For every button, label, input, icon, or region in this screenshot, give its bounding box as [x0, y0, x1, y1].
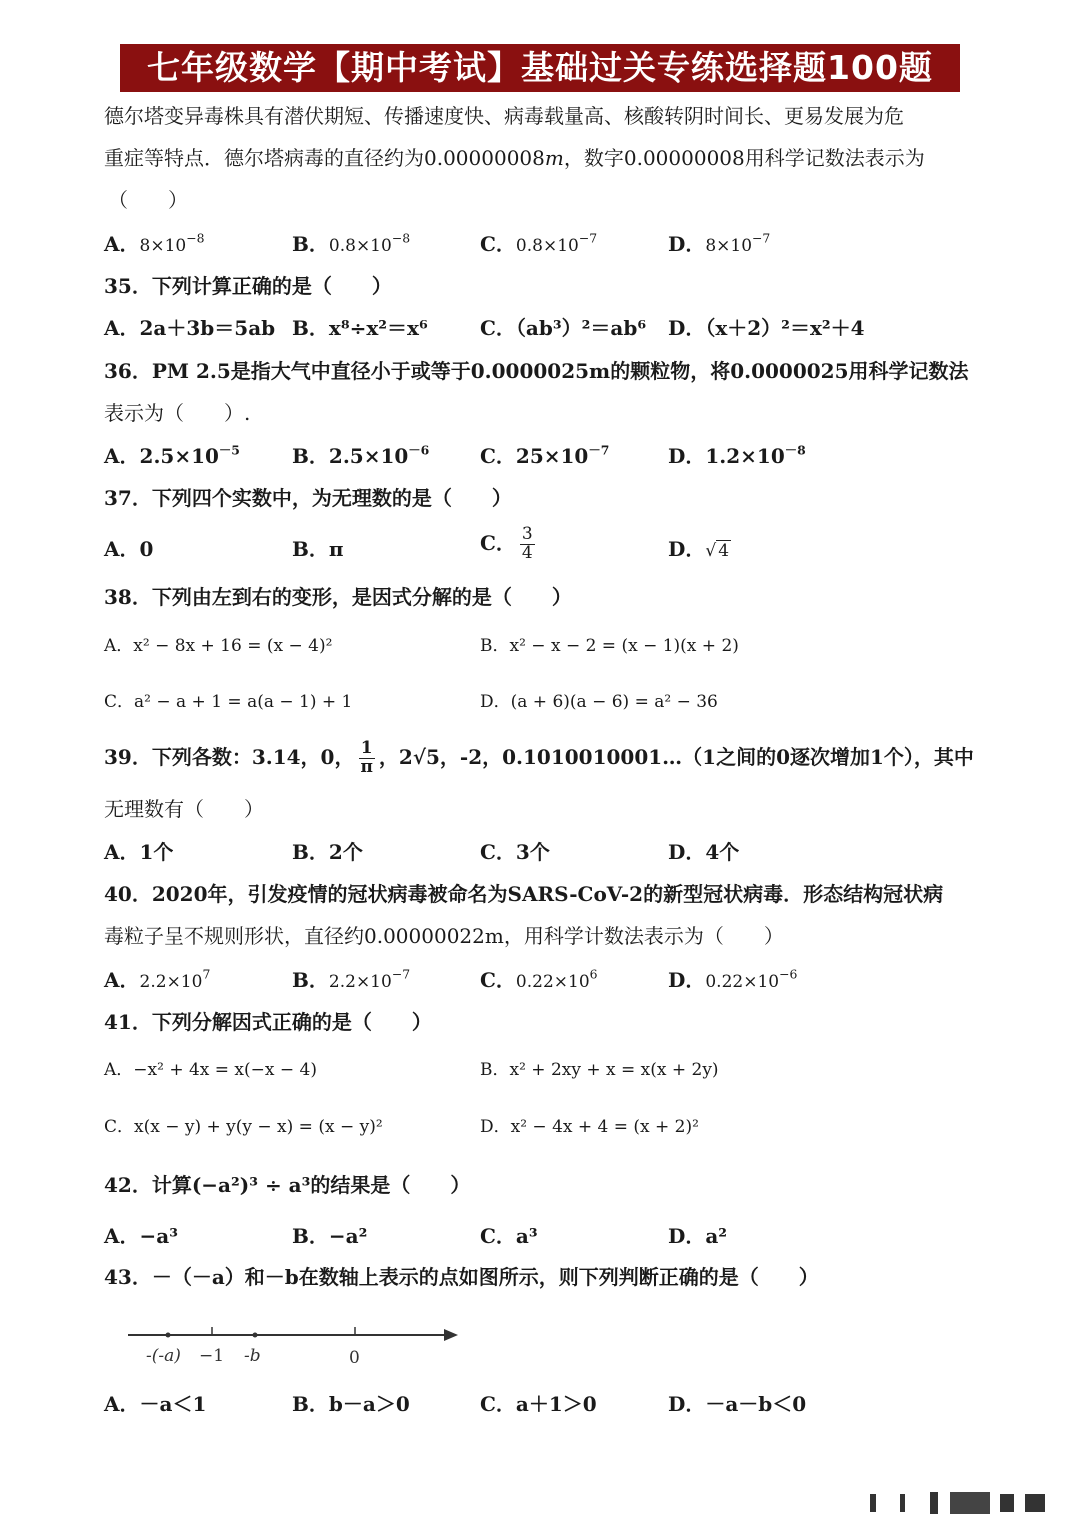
q39-option-c[interactable]: C．3个: [480, 840, 550, 864]
option-label: D．: [668, 232, 706, 256]
q43-option-c[interactable]: C．a＋1＞0: [480, 1392, 597, 1416]
option-value: 2.2×10: [328, 972, 392, 992]
q40-stem-line1: 40．2020年，引发疫情的冠状病毒被命名为SARS-CoV-2的新型冠状病毒．形态结构冠状病: [104, 882, 944, 906]
q38-option-c[interactable]: C．a² − a + 1 = a(a − 1) + 1: [104, 692, 353, 712]
q34-stem-line2-a: 重症等特点．德尔塔病毒的直径约为0.00000008: [104, 146, 545, 170]
q34-option-d[interactable]: [668, 232, 770, 256]
q39-option-a[interactable]: A．1个: [104, 840, 174, 864]
q35-stem: 35．下列计算正确的是（ ）: [104, 274, 392, 298]
fraction: [520, 526, 535, 563]
exponent: －6: [408, 442, 430, 458]
q36-option-a[interactable]: [104, 444, 240, 468]
q36-stem-line1: 36．PM 2.5是指大气中直径小于或等于0.0000025m的颗粒物，将0.0000025用科学记数法: [104, 359, 969, 383]
q39-stem-a: 39．下列各数：3.14，0，: [104, 744, 355, 769]
q40-option-a[interactable]: [104, 968, 210, 992]
q38-option-a[interactable]: A．x² − 8x + 16 = (x − 4)²: [104, 636, 333, 656]
q36-option-c[interactable]: [480, 444, 609, 468]
option-label: C．: [480, 530, 516, 555]
exponent: −7: [752, 230, 771, 246]
option-value: 0.8×10: [328, 236, 392, 256]
option-value: 25×10: [515, 444, 589, 468]
q42-stem: 42．计算(−a²)³ ÷ a³的结果是（ ）: [104, 1173, 471, 1197]
q34-option-b[interactable]: [292, 232, 410, 256]
exponent: 7: [202, 966, 211, 982]
q42-option-c[interactable]: C．a³: [480, 1224, 538, 1248]
sqrt-value: 4: [718, 541, 730, 561]
option-label: A．: [104, 444, 140, 468]
option-value: 0.8×10: [515, 236, 579, 256]
q34-option-c[interactable]: [480, 232, 597, 256]
exponent: −6: [779, 966, 798, 982]
option-value: 0.22×10: [515, 972, 590, 992]
option-value: 2.5×10: [328, 444, 409, 468]
q34-unit-m: m: [544, 146, 564, 170]
q34-option-a[interactable]: [104, 232, 205, 256]
q37-option-a[interactable]: A．0: [104, 537, 154, 561]
option-label: D．: [668, 968, 706, 992]
axis-label-neg-one: −1: [199, 1346, 225, 1366]
option-label: C．: [480, 444, 516, 468]
exponent: −7: [578, 230, 598, 246]
q36-stem-line2: 表示为（ ）.: [104, 401, 251, 425]
q37-option-c[interactable]: [480, 526, 539, 563]
q41-option-c[interactable]: C．x(x − y) + y(y − x) = (x − y)²: [104, 1117, 383, 1137]
q40-option-c[interactable]: [480, 968, 598, 992]
q34-stem-line2: [104, 146, 925, 170]
q41-option-a[interactable]: A．−x² + 4x = x(−x − 4): [104, 1060, 317, 1080]
option-label: D．: [668, 537, 706, 561]
fraction: [358, 740, 374, 777]
option-value: 8×10: [139, 236, 187, 256]
q39-option-d[interactable]: D．4个: [668, 840, 740, 864]
option-label: C．: [480, 232, 516, 256]
q39-stem-line1: [104, 740, 974, 777]
q39-stem-b: ，2√5，-2，0.1010010001…（1之间的0逐次增加1个），其中: [378, 744, 974, 769]
point-neg-neg-a: [166, 1333, 171, 1338]
exponent: −8: [186, 230, 205, 246]
q43-option-a[interactable]: A．－a＜1: [104, 1392, 207, 1416]
q43-stem: 43．－（－a）和－b在数轴上表示的点如图所示，则下列判断正确的是（ ）: [104, 1265, 819, 1289]
exponent: −8: [391, 230, 411, 246]
option-value: 2.5×10: [139, 444, 219, 468]
q41-option-b[interactable]: B．x² + 2xy + x = x(x + 2y): [480, 1060, 719, 1080]
footer-decoration: [860, 1488, 1060, 1518]
q43-option-d[interactable]: D．－a－b＜0: [668, 1392, 807, 1416]
option-label: C．: [480, 968, 516, 992]
q38-option-d[interactable]: D．(a + 6)(a − 6) = a² − 36: [480, 692, 718, 712]
exponent: −7: [391, 966, 411, 982]
option-value: 8×10: [705, 236, 753, 256]
arrow-right-icon: [444, 1329, 458, 1341]
q39-stem-line2: 无理数有（ ）: [104, 797, 264, 821]
q42-option-b[interactable]: B．−a²: [292, 1224, 368, 1248]
exponent: 6: [589, 966, 598, 982]
q40-option-d[interactable]: [668, 968, 797, 992]
fraction-numerator: 1: [360, 738, 373, 758]
option-value: 2.2×10: [139, 972, 203, 992]
q35-option-a[interactable]: A．2a＋3b＝5ab: [104, 316, 276, 340]
q40-stem-line2: 毒粒子呈不规则形状，直径约0.00000022m，用科学计数法表示为（ ）: [104, 924, 784, 948]
q35-option-d[interactable]: D．（x＋2）²＝x²＋4: [668, 316, 865, 340]
option-text: B．π: [292, 537, 344, 561]
axis-label-zero: 0: [349, 1348, 360, 1368]
q43-option-b[interactable]: B．b－a＞0: [292, 1392, 410, 1416]
q36-option-b[interactable]: [292, 444, 429, 468]
q42-option-a[interactable]: A．−a³: [104, 1224, 178, 1248]
option-value: 1.2×10: [705, 444, 785, 468]
fraction-denominator: 4: [521, 542, 533, 563]
exponent: －5: [218, 442, 240, 458]
page-title: 七年级数学【期中考试】基础过关专练选择题100题: [120, 44, 960, 92]
exponent: －8: [784, 442, 806, 458]
q38-option-b[interactable]: B．x² − x − 2 = (x − 1)(x + 2): [480, 636, 739, 656]
q35-option-b[interactable]: B．x⁸÷x²＝x⁶: [292, 316, 428, 340]
q42-option-d[interactable]: D．a²: [668, 1224, 728, 1248]
q38-stem: 38．下列由左到右的变形，是因式分解的是（ ）: [104, 585, 572, 609]
option-label: A．: [104, 232, 140, 256]
fraction-numerator: 3: [521, 524, 533, 544]
q35-option-c[interactable]: C．（ab³）²＝ab⁶: [480, 316, 647, 340]
option-label: B．: [292, 968, 329, 992]
sqrt-icon: √: [705, 541, 717, 561]
q41-stem: 41．下列分解因式正确的是（ ）: [104, 1010, 432, 1034]
q39-option-b[interactable]: B．2个: [292, 840, 363, 864]
axis-label-neg-neg-a: -(-a): [146, 1346, 181, 1366]
option-label: B．: [292, 232, 329, 256]
number-line-figure: [120, 1318, 470, 1378]
q41-option-d[interactable]: D．x² − 4x + 4 = (x + 2)²: [480, 1117, 699, 1137]
option-label: A．: [104, 968, 140, 992]
q37-stem: 37．下列四个实数中，为无理数的是（ ）: [104, 486, 512, 510]
option-value: 0.22×10: [705, 972, 780, 992]
q37-option-b[interactable]: [292, 537, 344, 561]
point-neg-b: [253, 1333, 258, 1338]
q34-blank: （ ）: [108, 188, 188, 212]
axis-label-neg-b: -b: [244, 1346, 261, 1366]
fraction-denominator: π: [360, 756, 373, 777]
q34-stem-line1: 德尔塔变异毒株具有潜伏期短、传播速度快、病毒载量高、核酸转阴时间长、更易发展为危: [104, 104, 904, 128]
q40-option-b[interactable]: [292, 968, 410, 992]
option-label: D．: [668, 444, 706, 468]
option-label: B．: [292, 444, 329, 468]
q37-option-d[interactable]: [668, 537, 731, 561]
q34-stem-line2-b: ，数字0.00000008用科学记数法表示为: [563, 146, 925, 170]
q36-option-d[interactable]: [668, 444, 806, 468]
exponent: －7: [588, 442, 610, 458]
